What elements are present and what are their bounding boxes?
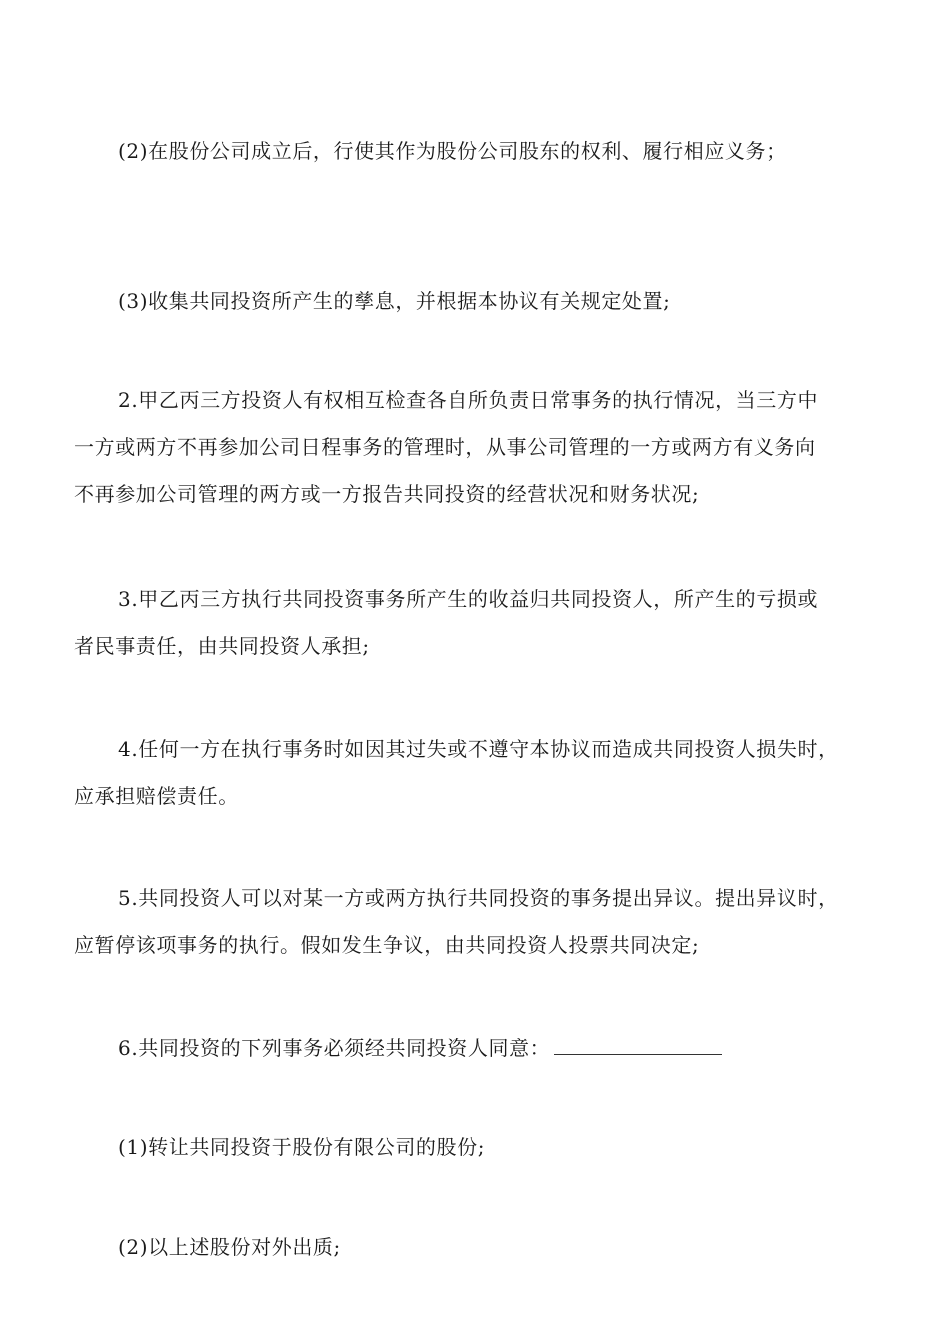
paragraph-pledge-shares [74,1224,894,1271]
paragraph-clause-4 [74,726,894,820]
paragraph-rights-obligations [74,128,894,175]
paragraph-line: 一方或两方不再参加公司日程事务的管理时，从事公司管理的一方或两方有义务向 [74,435,816,459]
fill-in-blank [554,1036,722,1055]
paragraph-line: (2)以上述股份对外出质; [118,1235,341,1259]
paragraph-collect-interest [74,278,894,325]
paragraph-line: (2)在股份公司成立后，行使其作为股份公司股东的权利、履行相应义务； [118,139,787,163]
paragraph-line: 3.甲乙丙三方执行共同投资事务所产生的收益归共同投资人，所产生的亏损或 [118,587,819,611]
paragraph-line: 5.共同投资人可以对某一方或两方执行共同投资的事务提出异议。提出异议时， [118,886,839,910]
paragraph-line: 2.甲乙丙三方投资人有权相互检查各自所负责日常事务的执行情况，当三方中 [118,388,819,412]
paragraph-line: 不再参加公司管理的两方或一方报告共同投资的经营状况和财务状况; [74,482,700,506]
paragraph-clause-2 [74,377,894,518]
paragraph-clause-3 [74,576,894,670]
paragraph-line: (1)转让共同投资于股份有限公司的股份; [118,1135,486,1159]
paragraph-line [74,1025,894,1072]
paragraph-clause-5 [74,875,894,969]
paragraph-clause-6 [74,1025,894,1072]
paragraph-line: (3)收集共同投资所产生的孳息，并根据本协议有关规定处置; [118,289,671,313]
paragraph-text: 6.共同投资的下列事务必须经共同投资人同意： [118,1036,551,1060]
paragraph-line: 应暂停该项事务的执行。假如发生争议，由共同投资人投票共同决定; [74,933,700,957]
paragraph-line: 4.任何一方在执行事务时如因其过失或不遵守本协议而造成共同投资人损失时， [118,737,839,761]
paragraph-line: 者民事责任，由共同投资人承担; [74,634,370,658]
paragraph-line: 应承担赔偿责任。 [74,784,239,808]
paragraph-transfer-shares [74,1124,894,1171]
